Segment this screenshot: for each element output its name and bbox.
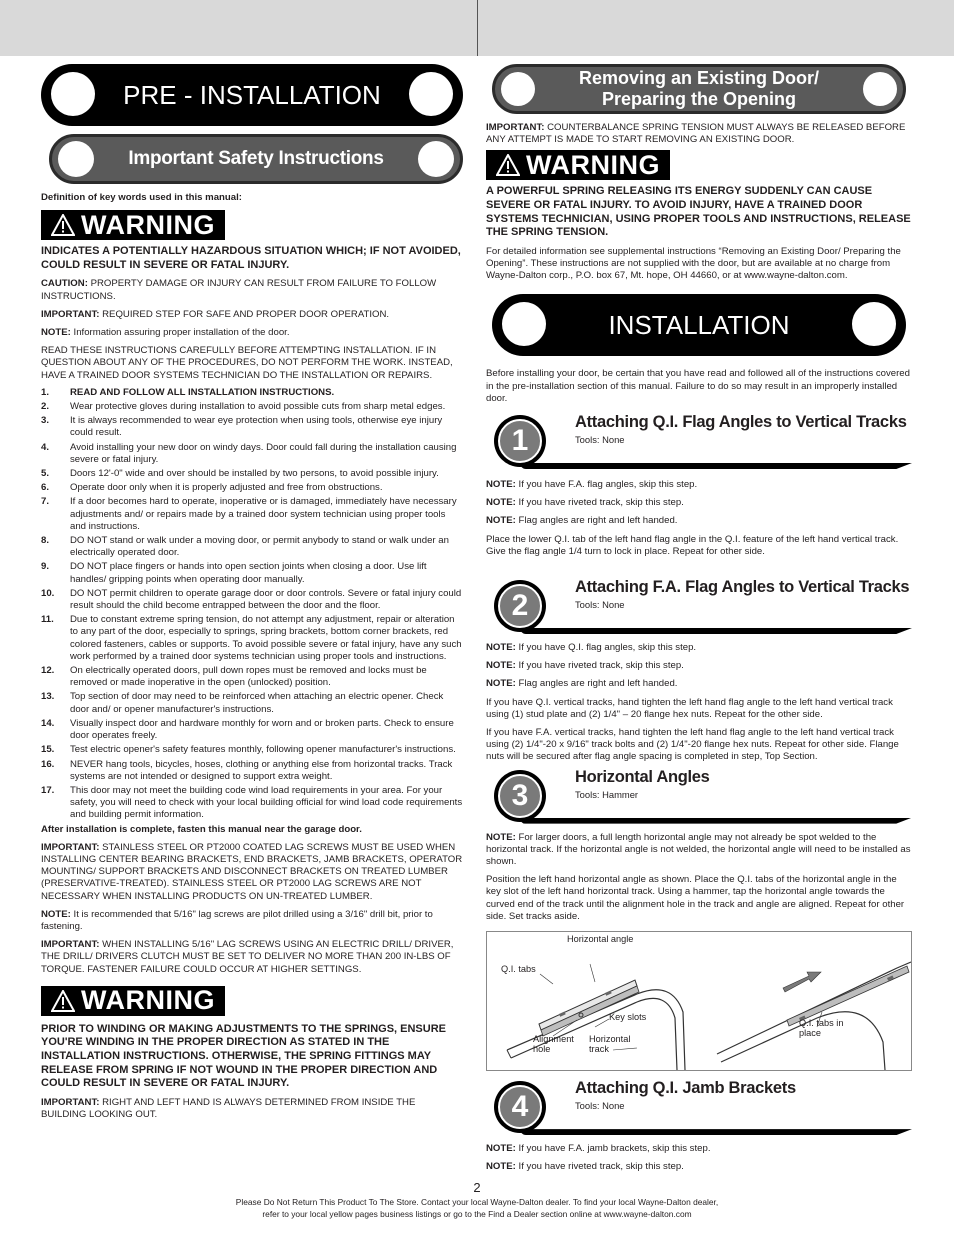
label-qi-tabs-in-place: Q.I. tabs in place xyxy=(799,1018,844,1039)
note-key: NOTE: xyxy=(486,660,516,672)
step-underline xyxy=(520,463,912,469)
safety-item xyxy=(41,415,463,439)
header-circle-right xyxy=(863,72,897,106)
note-key: NOTE: xyxy=(41,908,71,920)
important-lag-screws xyxy=(41,842,463,903)
safety-item-number: 2. xyxy=(41,401,50,413)
important-key: IMPORTANT: xyxy=(486,122,545,133)
note-key: NOTE: xyxy=(486,497,516,509)
safety-list xyxy=(41,387,463,822)
step-underline xyxy=(520,628,912,634)
step-tools: Tools: Hammer xyxy=(575,788,639,800)
spring-warning-text: PRIOR TO WINDING OR MAKING ADJUSTMENTS TO THE SPRINGS, ENSURE YOU'RE WINDING IN THE PROPER DIRECTION AS STATED IN THE INSTALLATION INSTRUCTIONS. OTHERWISE, THE SPRING FITTINGS MAY RELEASE FROM SPRING IF NOT WOUND IN THE PROPER DIRECTION AND COULD RESULT IN SEVERE OR FATAL INJURY. xyxy=(41,1022,446,1090)
removing-door-header xyxy=(492,64,906,114)
safety-item-text: Top section of door may need to be reinforced when attaching an electric opener. Check door and/ or opener manufacturer's instructions. xyxy=(70,691,444,715)
installation-header xyxy=(492,294,906,356)
step1-note-3 xyxy=(486,515,912,527)
safety-item-number: 11. xyxy=(41,614,54,626)
step-number-badge xyxy=(494,1081,546,1133)
safety-item xyxy=(41,718,463,742)
important-key: IMPORTANT: xyxy=(41,939,100,951)
label-alignment-hole: Alignment hole xyxy=(533,1034,574,1055)
caution-definition xyxy=(41,278,463,302)
subheader-circle-right xyxy=(418,141,454,177)
safety-item-text: Visually inspect door and hardware monthly for worn and or broken parts. Check to ensure door operates freely. xyxy=(70,717,454,742)
important-text: REQUIRED STEP FOR SAFE AND PROPER DOOR OPERATION. xyxy=(99,308,390,320)
safety-subheader-title: Important Safety Instructions xyxy=(128,148,384,169)
step2-body-2: If you have F.A. vertical tracks, hand tighten the left hand flag angle to the left hand vertical track using (2) 1/4"-20 x 9/16" track bolts and (2) 1/4"-20 flange hex nuts. Repeat for other side. Flange nuts will be secured after flag angle spacing is completed in step, Top Section. xyxy=(486,727,899,763)
warning-banner xyxy=(41,210,225,240)
installation-title: INSTALLATION xyxy=(608,309,790,340)
safety-item-text: DO NOT permit children to operate garage door or door controls. Severe or fatal injury could result should the child become entrapped between the door and the floor. xyxy=(70,587,462,612)
step1-note-1 xyxy=(486,479,912,491)
important-text: STAINLESS STEEL OR PT2000 COATED LAG SCREWS MUST BE USED WHEN INSTALLING CENTER BEARING BRACKETS, END BRACKETS, JAMB BRACKETS, OPERATOR MOUNTING/ SUPPORT BRACKETS AND DISCONNECT BRACKETS ON TREATED LUMBER (PRESERVATIVE-TREATED). STAINLESS STEEL OR PT2000 LAG SCREWS ARE NOT NECESSARY WHEN INSTALLING PRODUCTS ON UN-TREATED LUMBER. xyxy=(41,841,463,902)
step-title: Attaching Q.I. Flag Angles to Vertical Tracks xyxy=(575,413,907,431)
safety-item xyxy=(41,744,463,756)
step-underline xyxy=(520,818,912,824)
step-tools: Tools: None xyxy=(575,599,625,611)
right-column xyxy=(486,64,912,1173)
label-qi-tabs: Q.I. tabs xyxy=(501,964,536,975)
header-circle-right xyxy=(852,302,896,346)
safety-item-text: Test electric opener's safety features monthly, following opener manufacturer's instructions. xyxy=(70,744,456,756)
step-tools: Tools: None xyxy=(575,1100,625,1112)
warning-label: WARNING xyxy=(526,149,660,180)
step1-note-2 xyxy=(486,497,912,509)
safety-item-text: READ AND FOLLOW ALL INSTALLATION INSTRUCTIONS. xyxy=(70,386,335,398)
safety-item xyxy=(41,759,463,783)
safety-item-number: 9. xyxy=(41,561,50,573)
note-key: NOTE: xyxy=(486,515,516,527)
safety-item xyxy=(41,691,463,715)
safety-item-text: On electrically operated doors, pull down ropes must be removed and locks must be removed or made inoperative in the open (unlocked) position. xyxy=(70,665,427,689)
safety-item-number: 10. xyxy=(41,587,55,599)
step2-note-1 xyxy=(486,642,912,654)
safety-item xyxy=(41,785,463,822)
top-band-divider xyxy=(477,0,478,56)
warning-banner-springs xyxy=(41,986,225,1016)
warning-triangle-icon xyxy=(496,154,520,176)
note-text: Flag angles are right and left handed. xyxy=(515,678,678,690)
warning-definition: INDICATES A POTENTIALLY HAZARDOUS SITUATION WHICH; IF NOT AVOIDED, COULD RESULT IN SEVERE OR FATAL INJURY. xyxy=(41,245,461,271)
step-number: 1 xyxy=(498,419,542,463)
step-tools: Tools: None xyxy=(575,434,625,445)
step-underline xyxy=(520,1129,912,1135)
step-3-header xyxy=(486,766,912,824)
safety-item-number: 3. xyxy=(41,415,50,427)
step-number-badge xyxy=(494,770,546,822)
warning-banner-right xyxy=(486,150,670,180)
step2-note-2 xyxy=(486,660,912,672)
supplemental-info: For detailed information see supplemental instructions “Removing an Existing Door/ Preparing the Opening”. These instructions are not supplied with the door, but are available at no charge from Wayne-Dalton corp., P.O. box 67, Mt. hope, OH 44660, or at www.wayne-dalton.com. xyxy=(486,245,901,282)
note-key: NOTE: xyxy=(486,831,516,843)
safety-item-number: 4. xyxy=(41,441,50,453)
horizontal-angle-figure xyxy=(486,931,912,1071)
note-pilot-drill xyxy=(41,909,463,933)
safety-item xyxy=(41,442,463,466)
safety-item xyxy=(41,401,463,413)
important-text: RIGHT AND LEFT HAND IS ALWAYS DETERMINED FROM INSIDE THE BUILDING LOOKING OUT. xyxy=(41,1096,416,1120)
important-key: IMPORTANT: xyxy=(41,308,100,320)
definition-line: Definition of key words used in this manual: xyxy=(41,192,242,203)
left-column xyxy=(41,64,463,1121)
note-text: If you have riveted track, skip this step. xyxy=(515,660,684,672)
safety-item-text: NEVER hang tools, bicycles, hoses, clothing or anything else from horizontal tracks. Track systems are not intended or designed to support extra weight. xyxy=(70,758,453,782)
step-2-header xyxy=(486,576,912,634)
safety-item xyxy=(41,614,463,663)
safety-item-text: DO NOT stand or walk under a moving door, or permit anybody to stand or walk under an electrically operated door. xyxy=(70,535,449,559)
important-counterbalance xyxy=(486,122,912,146)
step2-body-1: If you have Q.I. vertical tracks, hand tighten the left hand flag angle to the left hand vertical track using (1) stud plate and (2) 1/4" – 20 flange hex nuts. Repeat for the other side. xyxy=(486,696,893,720)
safety-item-number: 8. xyxy=(41,535,50,547)
page-number: 2 xyxy=(473,1180,481,1195)
page-footer xyxy=(0,1180,954,1220)
safety-item-number: 5. xyxy=(41,468,50,480)
safety-item xyxy=(41,535,463,559)
removing-door-title xyxy=(539,67,859,111)
note-key: NOTE: xyxy=(486,1161,516,1173)
important-key: IMPORTANT: xyxy=(41,841,100,853)
step1-body: Place the lower Q.I. tab of the left hand flag angle in the Q.I. feature of the left hand vertical track. Give the flag angle 1/4 turn to lock in place. Repeat for other side. xyxy=(486,533,899,557)
step-title: Horizontal Angles xyxy=(575,767,710,786)
spring-energy-warning: A POWERFUL SPRING RELEASING ITS ENERGY SUDDENLY CAN CAUSE SEVERE OR FATAL INJURY. TO AVOID INJURY, HAVE A TRAINED DOOR SYSTEMS TECHNICIAN, USING PROPER TOOLS AND INSTRUCTIONS, RELEASE THE SPRING TENSION. xyxy=(486,185,911,239)
important-definition xyxy=(41,309,463,321)
after-installation-note: After installation is complete, fasten this manual near the garage door. xyxy=(41,823,362,835)
caution-key: CAUTION: xyxy=(41,278,88,290)
warning-label: WARNING xyxy=(81,209,215,240)
safety-item-number: 1. xyxy=(41,386,50,398)
header-circle-left xyxy=(51,72,95,116)
note-text: If you have Q.I. flag angles, skip this step. xyxy=(515,642,697,654)
footer-line-2: refer to your local yellow pages business listings or go to the Find a Dealer section online at www.wayne-dalton.com xyxy=(262,1208,692,1219)
note-key: NOTE: xyxy=(486,678,516,690)
pre-installation-title: PRE - INSTALLATION xyxy=(123,79,381,110)
footer-line-1: Please Do Not Return This Product To The Store. Contact your local Wayne-Dalton dealer. To find your local Wayne-Dalton dealer, xyxy=(235,1197,719,1207)
label-key-slots: Key slots xyxy=(609,1012,647,1023)
safety-item-text: Operate door only when it is properly adjusted and free from obstructions. xyxy=(70,482,383,494)
safety-subheader xyxy=(49,134,463,184)
note-text: If you have riveted track, skip this step. xyxy=(515,1161,684,1173)
note-key: NOTE: xyxy=(486,479,516,490)
label-horizontal-angle: Horizontal angle xyxy=(567,934,634,945)
warning-triangle-icon xyxy=(51,214,75,236)
removing-door-title-line2: Preparing the Opening xyxy=(601,89,797,109)
header-circle-left xyxy=(501,72,535,106)
safety-item xyxy=(41,468,463,480)
header-circle-right xyxy=(409,72,453,116)
step4-note-2 xyxy=(486,1161,912,1173)
note-key: NOTE: xyxy=(486,642,516,654)
safety-item-number: 17. xyxy=(41,784,55,796)
step-title: Attaching Q.I. Jamb Brackets xyxy=(575,1079,796,1098)
safety-item-text: It is always recommended to wear eye protection when using tools, otherwise eye injury could result. xyxy=(70,415,443,439)
step3-note xyxy=(486,832,912,869)
important-torque xyxy=(41,939,463,976)
header-circle-left xyxy=(502,302,546,346)
label-horizontal-track: Horizontal track xyxy=(589,1034,631,1055)
safety-item-text: If a door becomes hard to operate, inoperative or is damaged, immediately have necessary adjustments and/ or repairs made by a trained door system technician using proper tools and instructions. xyxy=(70,496,457,532)
safety-item-text: Avoid installing your new door on windy days. Door could fall during the installation causing severe or fatal injury. xyxy=(70,441,457,465)
safety-item-text: Wear protective gloves during installation to avoid possible cuts from sharp metal edges. xyxy=(70,401,446,413)
note-text: If you have F.A. jamb brackets, skip this step. xyxy=(515,1143,711,1155)
removing-door-title-line1: Removing an Existing Door/ xyxy=(578,68,820,88)
safety-item-text: DO NOT place fingers or hands into open section joints when closing a door. Use lift handles/ gripping points when operating door manually. xyxy=(70,561,427,585)
note-text: Information assuring proper installation of the door. xyxy=(70,327,290,338)
subheader-circle-left xyxy=(58,141,94,177)
safety-item-text: Due to constant extreme spring tension, do not attempt any adjustment, repair or alteration to any part of the door, especially to springs, spring brackets, bottom corner brackets, red colored fasteners, cables or supports. To avoid possible severe or fatal injury, have any such work performed by a trained door systems technician using proper tools and instructions. xyxy=(70,614,462,662)
safety-item xyxy=(41,665,463,689)
safety-item-number: 14. xyxy=(41,717,55,729)
step3-body: Position the left hand horizontal angle as shown. Place the Q.I. tabs of the horizontal angle in the key slot of the left hand horizontal track. Using a hammer, tap the horizontal angle towards the curved end of the track until the alignment hole in the track and angle are aligned. Repeat for other side. Set tracks aside. xyxy=(486,874,905,922)
installation-intro: Before installing your door, be certain that you have read and followed all of the instructions covered in the pre-installation section of this manual. Failure to do so may result in an improperly installed door. xyxy=(486,368,910,404)
safety-item xyxy=(41,482,463,494)
step-4-header xyxy=(486,1077,912,1135)
safety-item-text: This door may not meet the building code wind load requirements in your area. For your safety, you will need to check with your local building official for wind load code requirements and building permit information. xyxy=(70,784,463,821)
important-text: COUNTERBALANCE SPRING TENSION MUST ALWAYS BE RELEASED BEFORE ANY ATTEMPT IS MADE TO START REMOVING AN EXISTING DOOR. xyxy=(486,122,906,146)
note-text: For larger doors, a full length horizontal angle may not already be spot welded to the horizontal track. If the horizontal angle is not welded, the horizontal angle will need to be installed as shown. xyxy=(486,831,911,868)
step-number: 2 xyxy=(498,584,542,628)
safety-item-number: 12. xyxy=(41,665,55,677)
step4-note-1 xyxy=(486,1143,912,1155)
read-instructions-text: READ THESE INSTRUCTIONS CAREFULLY BEFORE ATTEMPTING INSTALLATION. IF IN QUESTION ABOUT ANY OF THE PROCEDURES, DO NOT PERFORM THE WORK. INSTEAD, HAVE A TRAINED DOOR SYSTEMS TECHNICIAN DO THE INSTALLATION OR REPAIRS. xyxy=(41,345,453,381)
safety-item xyxy=(41,588,463,612)
note-key: NOTE: xyxy=(486,1143,516,1155)
warning-label: WARNING xyxy=(81,985,215,1016)
caution-text: PROPERTY DAMAGE OR INJURY CAN RESULT FROM FAILURE TO FOLLOW INSTRUCTIONS. xyxy=(41,278,437,302)
step-1-header xyxy=(486,411,912,469)
safety-item-number: 6. xyxy=(41,482,50,494)
important-key: IMPORTANT: xyxy=(41,1096,100,1108)
step-title: Attaching F.A. Flag Angles to Vertical Tracks xyxy=(575,578,910,597)
safety-item xyxy=(41,387,463,399)
step2-note-3 xyxy=(486,678,912,690)
safety-item-number: 7. xyxy=(41,496,50,508)
note-text: If you have riveted track, skip this step. xyxy=(515,497,684,509)
warning-triangle-icon xyxy=(51,990,75,1012)
safety-item-number: 16. xyxy=(41,758,55,770)
step-number-badge xyxy=(494,580,546,632)
note-text: It is recommended that 5/16" lag screws are pilot drilled using a 3/16" drill bit, prior to fastening. xyxy=(41,908,433,932)
step-number: 3 xyxy=(498,774,542,818)
pre-installation-header xyxy=(41,64,463,126)
important-hand xyxy=(41,1097,463,1121)
safety-item-number: 15. xyxy=(41,744,55,756)
safety-item xyxy=(41,561,463,585)
safety-item-text: Doors 12'-0" wide and over should be installed by two persons, to avoid possible injury. xyxy=(70,468,439,480)
step-number: 4 xyxy=(498,1085,542,1129)
note-text: Flag angles are right and left handed. xyxy=(515,515,678,527)
safety-item xyxy=(41,496,463,533)
note-definition xyxy=(41,327,463,339)
note-text: If you have F.A. flag angles, skip this step. xyxy=(515,479,698,490)
safety-item-number: 13. xyxy=(41,691,55,703)
important-text: WHEN INSTALLING 5/16" LAG SCREWS USING AN ELECTRIC DRILL/ DRIVER, THE DRILL/ DRIVERS CLUTCH MUST BE SET TO DELIVER NO MORE THAN 200 IN-LBS OF TORQUE. FASTENER FAILURE COULD OCCUR AT HIGHER SETTINGS. xyxy=(41,939,454,975)
note-key: NOTE: xyxy=(41,327,71,338)
step-number-badge xyxy=(494,415,546,467)
